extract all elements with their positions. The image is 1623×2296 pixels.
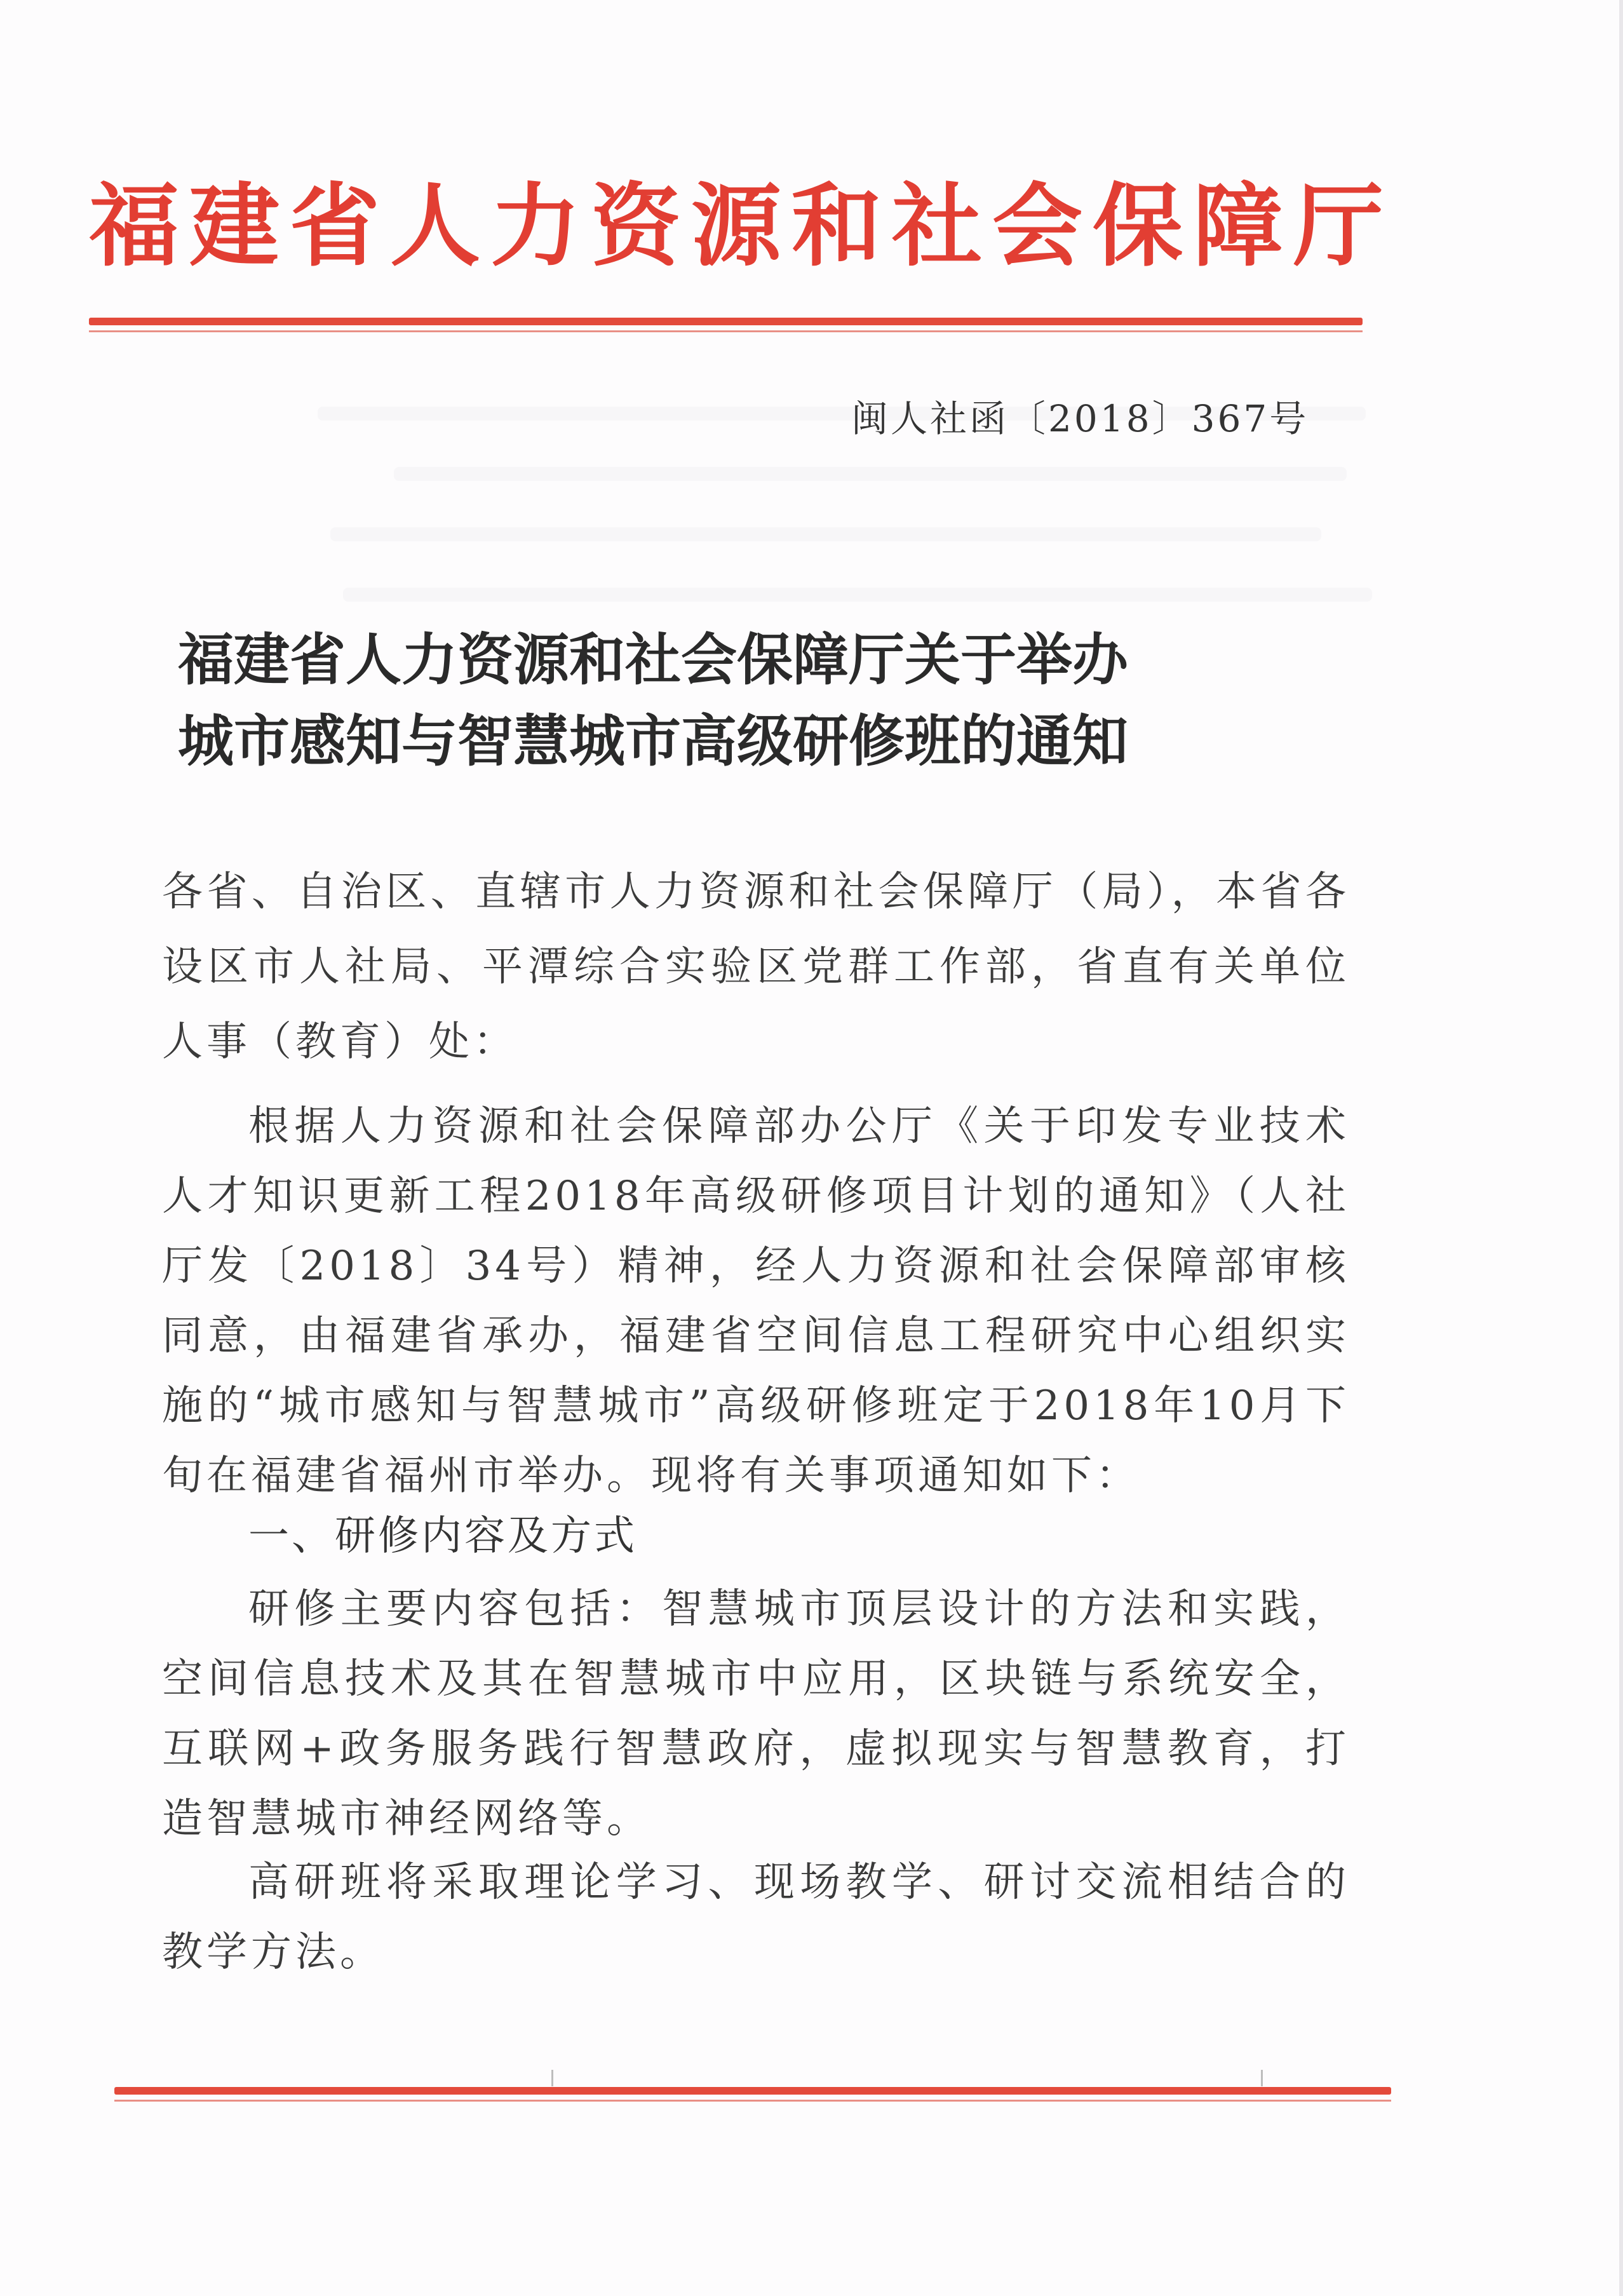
show-through bbox=[394, 467, 1347, 481]
footer-red-rule bbox=[114, 2087, 1391, 2095]
show-through bbox=[330, 527, 1321, 541]
document-number: 闽人社函〔2018〕367号 bbox=[851, 397, 1309, 440]
body-paragraph-1: 根据人力资源和社会保障部办公厅《关于印发专业技术人才知识更新工程2018年高级研修项目计划的通知》（人社厅发〔2018〕34号）精神，经人力资源和社会保障部审核同意，由福建省承办，福建省空间信息工程研究中心组织实施的“城市感知与智慧城市”高级研修班定于2018年10月下旬在福建省福州市举办。现将有关事项通知如下： bbox=[162, 1103, 1350, 1499]
document-title bbox=[178, 619, 1385, 782]
crop-mark bbox=[1261, 2070, 1263, 2086]
section-heading-1: 一、研修内容及方式 bbox=[248, 1513, 637, 1560]
body-paragraph-3: 高研班将采取理论学习、现场教学、研讨交流相结合的教学方法。 bbox=[162, 1859, 1350, 1976]
footer-red-rule-thin bbox=[114, 2100, 1391, 2102]
header-red-rule bbox=[89, 318, 1363, 325]
agency-header: 福建省人力资源和社会保障厅 bbox=[89, 173, 1394, 279]
addressee: 各省、自治区、直辖市人力资源和社会保障厅（局），本省各设区市人社局、平潭综合实验区党群工作部，省直有关单位人事（教育）处： bbox=[162, 868, 1350, 1065]
show-through bbox=[343, 588, 1372, 602]
title-line-2: 城市感知与智慧城市高级研修班的通知 bbox=[178, 708, 1129, 774]
body-paragraph-2: 研修主要内容包括：智慧城市顶层设计的方法和实践，空间信息技术及其在智慧城市中应用，区块链与系统安全，互联网+政务服务践行智慧政府，虚拟现实与智慧教育，打造智慧城市神经网络等。 bbox=[162, 1586, 1350, 1842]
title-line-1: 福建省人力资源和社会保障厅关于举办 bbox=[178, 627, 1129, 692]
header-red-rule-thin bbox=[89, 330, 1363, 332]
crop-mark bbox=[551, 2070, 553, 2086]
